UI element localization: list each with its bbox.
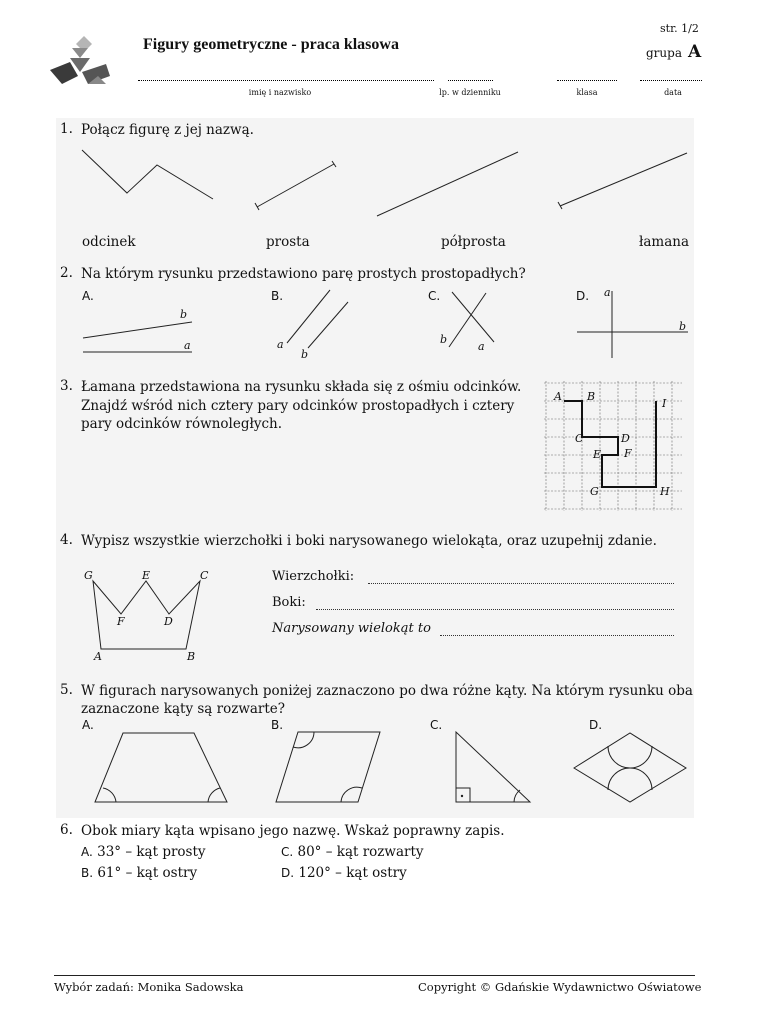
q5-option-c[interactable]: C. <box>430 718 443 732</box>
q6-text-a: 33° – kąt prosty <box>97 844 206 860</box>
q6-letter-c: C. <box>281 845 294 859</box>
q2d-label-b: b <box>679 320 687 333</box>
q4-vertex-e: E <box>142 569 151 582</box>
q2a-label-a: a <box>184 339 191 352</box>
q3-point-a: A <box>554 390 562 403</box>
q6-text: Obok miary kąta wpisano jego nazwę. Wskaż poprawny zapis. <box>81 823 505 839</box>
q2c-label-b: b <box>440 333 448 346</box>
q2d-label-a: a <box>604 286 611 299</box>
q6-text-c: 80° – kąt rozwarty <box>297 844 424 860</box>
q4-polygon-label: Narysowany wielokąt to <box>272 621 431 636</box>
q6-text-b: 61° – kąt ostry <box>97 865 198 881</box>
q1-number: 1. <box>60 121 73 137</box>
q5-option-a[interactable]: A. <box>82 718 94 732</box>
q4-vertex-c: C <box>200 569 209 582</box>
q5-line-2: zaznaczone kąty są rozwarte? <box>81 701 286 717</box>
q4-sides-label: Boki: <box>272 595 306 610</box>
q6-letter-a: A. <box>81 845 93 859</box>
q2-text: Na którym rysunku przedstawiono parę prostych prostopadłych? <box>81 266 526 282</box>
q1-name-polyline: łamana <box>639 234 690 250</box>
q5-line-1: W figurach narysowanych poniżej zaznaczono po dwa różne kąty. Na którym rysunku oba <box>81 683 693 699</box>
q6-answer-b[interactable] <box>81 864 197 882</box>
q6-text-d: 120° – kąt ostry <box>298 865 407 881</box>
q3-point-h: H <box>660 485 670 498</box>
q4-vertex-f: F <box>117 615 125 628</box>
q2b-label-b: b <box>301 348 309 361</box>
q4-vertex-g: G <box>84 569 93 582</box>
q3-line-3: pary odcinków równoległych. <box>81 416 283 432</box>
q2-number: 2. <box>60 265 73 281</box>
q2c-label-a: a <box>478 340 485 353</box>
q5-option-d[interactable]: D. <box>589 718 603 732</box>
q5-number: 5. <box>60 682 73 698</box>
q2-option-c[interactable]: C. <box>428 289 441 303</box>
q3-point-g: G <box>590 485 599 498</box>
q6-answer-c[interactable] <box>281 843 424 861</box>
q4-vertex-b: B <box>187 650 196 663</box>
q6-answer-d[interactable] <box>281 864 407 882</box>
date-field-label: data <box>664 88 682 97</box>
worksheet-title: Figury geometryczne - praca klasowa <box>143 36 399 53</box>
q1-name-ray: półprosta <box>441 234 506 250</box>
footer-divider <box>54 975 695 976</box>
q1-name-line: prosta <box>266 234 310 250</box>
q6-letter-b: B. <box>81 866 94 880</box>
page-number: str. 1/2 <box>660 22 699 35</box>
q6-answer-a[interactable] <box>81 843 206 861</box>
q6-number: 6. <box>60 822 73 838</box>
q4-text: Wypisz wszystkie wierzchołki i boki narysowanego wielokąta, oraz uzupełnij zdanie. <box>81 533 657 549</box>
class-number-field-label: lp. w dzienniku <box>439 88 501 97</box>
q3-point-d: D <box>621 432 630 445</box>
q4-vertex-a: A <box>94 650 102 663</box>
q4-number: 4. <box>60 532 73 548</box>
footer-author: Wybór zadań: Monika Sadowska <box>54 980 244 994</box>
q6-letter-d: D. <box>281 866 295 880</box>
q3-point-i: I <box>662 397 667 410</box>
q3-point-e: E <box>593 448 602 461</box>
footer-copyright: Copyright © Gdańskie Wydawnictwo Oświatowe <box>418 980 702 994</box>
q2-option-a[interactable]: A. <box>82 289 94 303</box>
q5-option-b[interactable]: B. <box>271 718 284 732</box>
q3-line-2: Znajdź wśród nich cztery pary odcinków prostopadłych i cztery <box>81 398 515 414</box>
q4-vertices-label: Wierzchołki: <box>272 569 355 584</box>
q3-number: 3. <box>60 378 73 394</box>
group-label: grupa <box>646 46 682 60</box>
q2b-label-a: a <box>277 338 284 351</box>
q1-text: Połącz figurę z jej nazwą. <box>81 122 254 138</box>
q3-point-b: B <box>587 390 596 403</box>
q1-name-segment: odcinek <box>82 234 136 250</box>
q3-point-f: F <box>624 447 632 460</box>
q3-point-c: C <box>575 432 584 445</box>
q2a-label-b: b <box>180 308 188 321</box>
group-value: A <box>687 42 702 62</box>
q3-line-1: Łamana przedstawiona na rysunku składa się z ośmiu odcinków. <box>81 379 522 395</box>
class-field-label: klasa <box>576 88 598 97</box>
q2-option-d[interactable]: D. <box>576 289 590 303</box>
q4-vertex-d: D <box>164 615 173 628</box>
q2-option-b[interactable]: B. <box>271 289 284 303</box>
name-field-label: imię i nazwisko <box>248 88 312 97</box>
